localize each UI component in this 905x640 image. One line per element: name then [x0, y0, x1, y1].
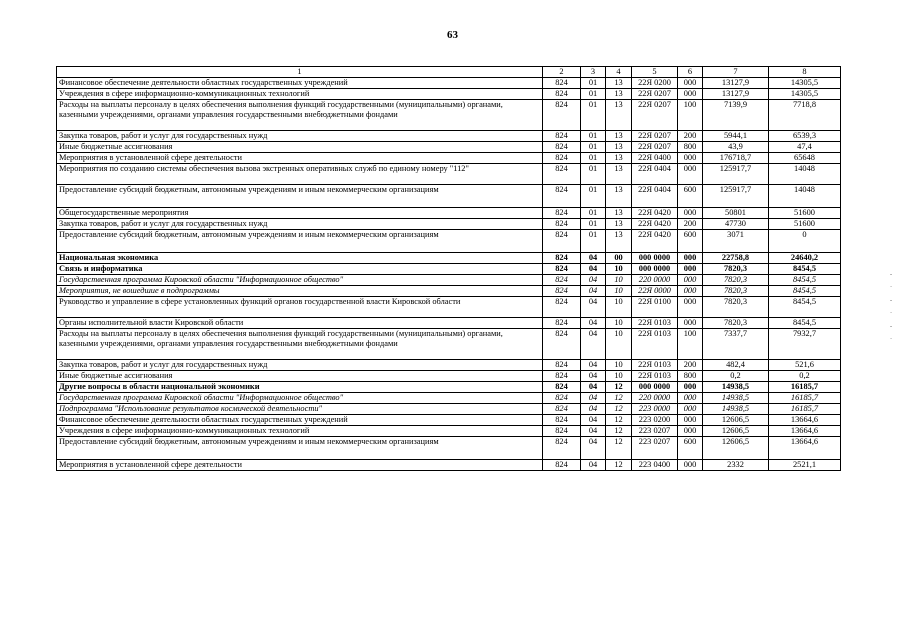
row-subsection: 13: [606, 230, 632, 253]
row-target-article: 22Я 0400: [632, 153, 678, 164]
row-name: Национальная экономика: [57, 253, 543, 264]
row-target-article: 22Я 0207: [632, 142, 678, 153]
row-target-article: 223 0200: [632, 415, 678, 426]
row-subsection: 13: [606, 208, 632, 219]
table-row: [57, 460, 841, 471]
row-amount-col8: 6539,3: [769, 131, 841, 142]
row-ministry: 824: [543, 100, 581, 131]
row-target-article: 220 0000: [632, 393, 678, 404]
table-row: [57, 437, 841, 460]
table-row: [57, 329, 841, 360]
row-target-article: 22Я 0103: [632, 360, 678, 371]
row-amount-col8: 16185,7: [769, 404, 841, 415]
row-subsection: 10: [606, 329, 632, 360]
row-subsection: 10: [606, 275, 632, 286]
row-section: 04: [581, 382, 606, 393]
row-ministry: 824: [543, 275, 581, 286]
row-section: 01: [581, 142, 606, 153]
row-name: Закупка товаров, работ и услуг для государственных нужд: [57, 131, 543, 142]
row-amount-col7: 7139,9: [703, 100, 769, 131]
row-section: 04: [581, 371, 606, 382]
row-expense-type: 000: [678, 253, 703, 264]
row-ministry: 824: [543, 219, 581, 230]
row-section: 04: [581, 297, 606, 318]
table-row: [57, 404, 841, 415]
row-expense-type: 600: [678, 437, 703, 460]
row-amount-col8: 8454,5: [769, 264, 841, 275]
row-amount-col8: 24640,2: [769, 253, 841, 264]
table-row: [57, 382, 841, 393]
row-name: Закупка товаров, работ и услуг для государственных нужд: [57, 219, 543, 230]
row-amount-col8: 51600: [769, 208, 841, 219]
row-target-article: 223 0207: [632, 426, 678, 437]
row-section: 01: [581, 100, 606, 131]
row-ministry: 824: [543, 318, 581, 329]
row-expense-type: 000: [678, 297, 703, 318]
row-section: 04: [581, 253, 606, 264]
row-amount-col7: 14938,5: [703, 393, 769, 404]
row-section: 04: [581, 437, 606, 460]
row-amount-col8: 13664,6: [769, 437, 841, 460]
row-amount-col7: 125917,7: [703, 164, 769, 185]
row-subsection: 13: [606, 131, 632, 142]
row-expense-type: 000: [678, 286, 703, 297]
row-amount-col8: 13664,6: [769, 426, 841, 437]
row-name: Предоставление субсидий бюджетным, автономным учреждениям и иным некоммерческим организациям: [57, 437, 543, 460]
margin-marks: - · - · - ·: [889, 270, 893, 343]
row-subsection: 12: [606, 437, 632, 460]
row-target-article: 223 0000: [632, 404, 678, 415]
row-ministry: 824: [543, 153, 581, 164]
row-section: 01: [581, 153, 606, 164]
row-ministry: 824: [543, 185, 581, 208]
row-name: Государственная программа Кировской области "Информационное общество": [57, 275, 543, 286]
row-name: Мероприятия в установленной сфере деятельности: [57, 460, 543, 471]
table-row: [57, 219, 841, 230]
row-expense-type: 000: [678, 382, 703, 393]
row-amount-col8: 14048: [769, 164, 841, 185]
row-subsection: 13: [606, 78, 632, 89]
row-expense-type: 000: [678, 264, 703, 275]
row-amount-col8: 521,6: [769, 360, 841, 371]
row-amount-col7: 3071: [703, 230, 769, 253]
row-name: Иные бюджетные ассигнования: [57, 142, 543, 153]
row-expense-type: 800: [678, 142, 703, 153]
row-target-article: 22Я 0207: [632, 100, 678, 131]
budget-table: [56, 66, 841, 471]
row-expense-type: 600: [678, 230, 703, 253]
row-section: 04: [581, 426, 606, 437]
row-name: Финансовое обеспечение деятельности областных государственных учреждений: [57, 415, 543, 426]
row-expense-type: 600: [678, 185, 703, 208]
row-amount-col7: 43,9: [703, 142, 769, 153]
row-amount-col8: 51600: [769, 219, 841, 230]
table-row: [57, 426, 841, 437]
table-row: [57, 142, 841, 153]
header-cell: 4: [606, 67, 632, 78]
header-cell: 2: [543, 67, 581, 78]
row-subsection: 00: [606, 253, 632, 264]
row-section: 04: [581, 404, 606, 415]
row-name: Предоставление субсидий бюджетным, автономным учреждениям и иным некоммерческим организациям: [57, 230, 543, 253]
row-expense-type: 100: [678, 100, 703, 131]
row-expense-type: 000: [678, 404, 703, 415]
row-section: 04: [581, 393, 606, 404]
row-subsection: 10: [606, 318, 632, 329]
table-row: [57, 208, 841, 219]
row-section: 01: [581, 78, 606, 89]
row-target-article: 22Я 0420: [632, 230, 678, 253]
row-target-article: 22Я 0404: [632, 185, 678, 208]
row-target-article: 22Я 0420: [632, 208, 678, 219]
row-ministry: 824: [543, 382, 581, 393]
row-subsection: 13: [606, 153, 632, 164]
table-row: [57, 185, 841, 208]
row-section: 04: [581, 329, 606, 360]
table-row: [57, 275, 841, 286]
row-amount-col8: 14048: [769, 185, 841, 208]
row-subsection: 12: [606, 426, 632, 437]
row-target-article: 223 0400: [632, 460, 678, 471]
row-target-article: 22Я 0207: [632, 131, 678, 142]
row-target-article: 22Я 0404: [632, 164, 678, 185]
row-section: 01: [581, 89, 606, 100]
row-amount-col8: 8454,5: [769, 318, 841, 329]
row-amount-col8: 13664,6: [769, 415, 841, 426]
row-section: 01: [581, 164, 606, 185]
row-amount-col8: 0: [769, 230, 841, 253]
row-amount-col7: 5944,1: [703, 131, 769, 142]
row-name: Мероприятия, не вошедшие в подпрограммы: [57, 286, 543, 297]
row-ministry: 824: [543, 426, 581, 437]
row-name: Органы исполнительной власти Кировской области: [57, 318, 543, 329]
table-row: [57, 164, 841, 185]
row-subsection: 12: [606, 404, 632, 415]
row-expense-type: 000: [678, 153, 703, 164]
row-amount-col7: 12606,5: [703, 426, 769, 437]
row-subsection: 13: [606, 185, 632, 208]
row-target-article: 22Я 0100: [632, 297, 678, 318]
row-subsection: 10: [606, 360, 632, 371]
row-section: 01: [581, 208, 606, 219]
row-amount-col7: 7337,7: [703, 329, 769, 360]
row-amount-col8: 0,2: [769, 371, 841, 382]
row-expense-type: 800: [678, 371, 703, 382]
table-row: [57, 286, 841, 297]
row-section: 01: [581, 131, 606, 142]
row-ministry: 824: [543, 286, 581, 297]
row-amount-col8: 7932,7: [769, 329, 841, 360]
row-section: 04: [581, 360, 606, 371]
table-row: [57, 131, 841, 142]
row-name: Предоставление субсидий бюджетным, автономным учреждениям и иным некоммерческим организациям: [57, 185, 543, 208]
row-target-article: 22Я 0103: [632, 329, 678, 360]
row-amount-col7: 7820,3: [703, 275, 769, 286]
row-subsection: 10: [606, 286, 632, 297]
row-amount-col7: 14938,5: [703, 382, 769, 393]
row-ministry: 824: [543, 329, 581, 360]
row-amount-col7: 12606,5: [703, 437, 769, 460]
row-ministry: 824: [543, 393, 581, 404]
row-amount-col8: 14305,5: [769, 89, 841, 100]
header-cell: 7: [703, 67, 769, 78]
row-subsection: 10: [606, 264, 632, 275]
row-subsection: 12: [606, 460, 632, 471]
row-section: 04: [581, 318, 606, 329]
row-target-article: 000 0000: [632, 253, 678, 264]
row-section: 04: [581, 286, 606, 297]
row-expense-type: 000: [678, 426, 703, 437]
row-subsection: 10: [606, 297, 632, 318]
row-amount-col8: 8454,5: [769, 286, 841, 297]
row-amount-col8: 8454,5: [769, 275, 841, 286]
row-amount-col7: 482,4: [703, 360, 769, 371]
row-target-article: 000 0000: [632, 382, 678, 393]
row-expense-type: 200: [678, 219, 703, 230]
row-ministry: 824: [543, 360, 581, 371]
row-target-article: 220 0000: [632, 275, 678, 286]
row-expense-type: 000: [678, 275, 703, 286]
row-amount-col8: 65648: [769, 153, 841, 164]
row-amount-col7: 22758,8: [703, 253, 769, 264]
row-subsection: 13: [606, 219, 632, 230]
row-section: 04: [581, 460, 606, 471]
table-row: [57, 78, 841, 89]
header-cell: 3: [581, 67, 606, 78]
row-subsection: 12: [606, 415, 632, 426]
row-ministry: 824: [543, 230, 581, 253]
row-amount-col7: 47730: [703, 219, 769, 230]
row-expense-type: 000: [678, 393, 703, 404]
table-row: [57, 100, 841, 131]
row-amount-col7: 7820,3: [703, 318, 769, 329]
table-row: [57, 360, 841, 371]
row-ministry: 824: [543, 460, 581, 471]
table-header-row: [57, 67, 841, 78]
row-subsection: 13: [606, 100, 632, 131]
table-row: [57, 393, 841, 404]
row-amount-col7: 0,2: [703, 371, 769, 382]
row-section: 01: [581, 185, 606, 208]
row-ministry: 824: [543, 264, 581, 275]
row-amount-col7: 7820,3: [703, 286, 769, 297]
row-expense-type: 000: [678, 208, 703, 219]
row-section: 04: [581, 264, 606, 275]
row-ministry: 824: [543, 253, 581, 264]
row-target-article: 22Я 0420: [632, 219, 678, 230]
row-name: Государственная программа Кировской области "Информационное общество": [57, 393, 543, 404]
row-expense-type: 000: [678, 318, 703, 329]
table-row: [57, 318, 841, 329]
row-amount-col8: 8454,5: [769, 297, 841, 318]
row-subsection: 12: [606, 393, 632, 404]
row-section: 01: [581, 230, 606, 253]
row-section: 04: [581, 415, 606, 426]
row-ministry: 824: [543, 89, 581, 100]
row-expense-type: 000: [678, 78, 703, 89]
row-expense-type: 200: [678, 360, 703, 371]
row-ministry: 824: [543, 208, 581, 219]
row-ministry: 824: [543, 437, 581, 460]
row-name: Связь и информатика: [57, 264, 543, 275]
page-number: 63: [447, 29, 458, 41]
row-section: 01: [581, 219, 606, 230]
row-expense-type: 000: [678, 415, 703, 426]
row-name: Финансовое обеспечение деятельности областных государственных учреждений: [57, 78, 543, 89]
row-name: Расходы на выплаты персоналу в целях обеспечения выполнения функций государственными (муниципальными) органами, казенными учреждениями, органами управления государственными внебюджетными фондами: [57, 329, 543, 360]
row-target-article: 22Я 0103: [632, 371, 678, 382]
row-ministry: 824: [543, 297, 581, 318]
row-name: Иные бюджетные ассигнования: [57, 371, 543, 382]
row-subsection: 10: [606, 371, 632, 382]
row-expense-type: 000: [678, 89, 703, 100]
row-name: Мероприятия по созданию системы обеспечения вызова экстренных оперативных служб по единому номеру "112": [57, 164, 543, 185]
row-subsection: 13: [606, 142, 632, 153]
row-target-article: 22Я 0103: [632, 318, 678, 329]
table-row: [57, 264, 841, 275]
row-subsection: 13: [606, 164, 632, 185]
row-name: Мероприятия в установленной сфере деятельности: [57, 153, 543, 164]
row-section: 04: [581, 275, 606, 286]
header-cell: 1: [57, 67, 543, 78]
row-amount-col8: 2521,1: [769, 460, 841, 471]
row-ministry: 824: [543, 142, 581, 153]
row-ministry: 824: [543, 415, 581, 426]
row-target-article: 22Я 0000: [632, 286, 678, 297]
row-amount-col7: 14938,5: [703, 404, 769, 415]
row-target-article: 000 0000: [632, 264, 678, 275]
row-ministry: 824: [543, 164, 581, 185]
row-amount-col7: 50801: [703, 208, 769, 219]
row-amount-col8: 14305,5: [769, 78, 841, 89]
row-target-article: 223 0207: [632, 437, 678, 460]
row-target-article: 22Я 0200: [632, 78, 678, 89]
row-amount-col7: 7820,3: [703, 297, 769, 318]
row-name: Подпрограмма "Использование результатов космической деятельности": [57, 404, 543, 415]
table-row: [57, 297, 841, 318]
row-ministry: 824: [543, 131, 581, 142]
header-cell: 5: [632, 67, 678, 78]
table-row: [57, 371, 841, 382]
row-expense-type: 100: [678, 329, 703, 360]
table-row: [57, 89, 841, 100]
row-name: Учреждения в сфере информационно-коммуникационных технологий: [57, 89, 543, 100]
row-expense-type: 200: [678, 131, 703, 142]
row-subsection: 13: [606, 89, 632, 100]
table-row: [57, 153, 841, 164]
row-ministry: 824: [543, 78, 581, 89]
row-name: Учреждения в сфере информационно-коммуникационных технологий: [57, 426, 543, 437]
row-expense-type: 000: [678, 164, 703, 185]
row-amount-col8: 16185,7: [769, 382, 841, 393]
row-amount-col8: 47,4: [769, 142, 841, 153]
row-name: Руководство и управление в сфере установленных функций органов государственной власти Кировской области: [57, 297, 543, 318]
table-row: [57, 253, 841, 264]
row-subsection: 12: [606, 382, 632, 393]
row-amount-col7: 125917,7: [703, 185, 769, 208]
row-amount-col7: 176718,7: [703, 153, 769, 164]
row-name: Другие вопросы в области национальной экономики: [57, 382, 543, 393]
row-expense-type: 000: [678, 460, 703, 471]
header-cell: 8: [769, 67, 841, 78]
row-amount-col7: 12606,5: [703, 415, 769, 426]
row-amount-col7: 13127,9: [703, 89, 769, 100]
table-row: [57, 415, 841, 426]
row-name: Расходы на выплаты персоналу в целях обеспечения выполнения функций государственными (муниципальными) органами, казенными учреждениями, органами управления государственными внебюджетными фондами: [57, 100, 543, 131]
row-target-article: 22Я 0207: [632, 89, 678, 100]
row-name: Общегосударственные мероприятия: [57, 208, 543, 219]
row-amount-col7: 7820,3: [703, 264, 769, 275]
row-amount-col7: 2332: [703, 460, 769, 471]
table-row: [57, 230, 841, 253]
row-amount-col7: 13127,9: [703, 78, 769, 89]
row-name: Закупка товаров, работ и услуг для государственных нужд: [57, 360, 543, 371]
row-ministry: 824: [543, 404, 581, 415]
header-cell: 6: [678, 67, 703, 78]
row-amount-col8: 7718,8: [769, 100, 841, 131]
row-amount-col8: 16185,7: [769, 393, 841, 404]
row-ministry: 824: [543, 371, 581, 382]
